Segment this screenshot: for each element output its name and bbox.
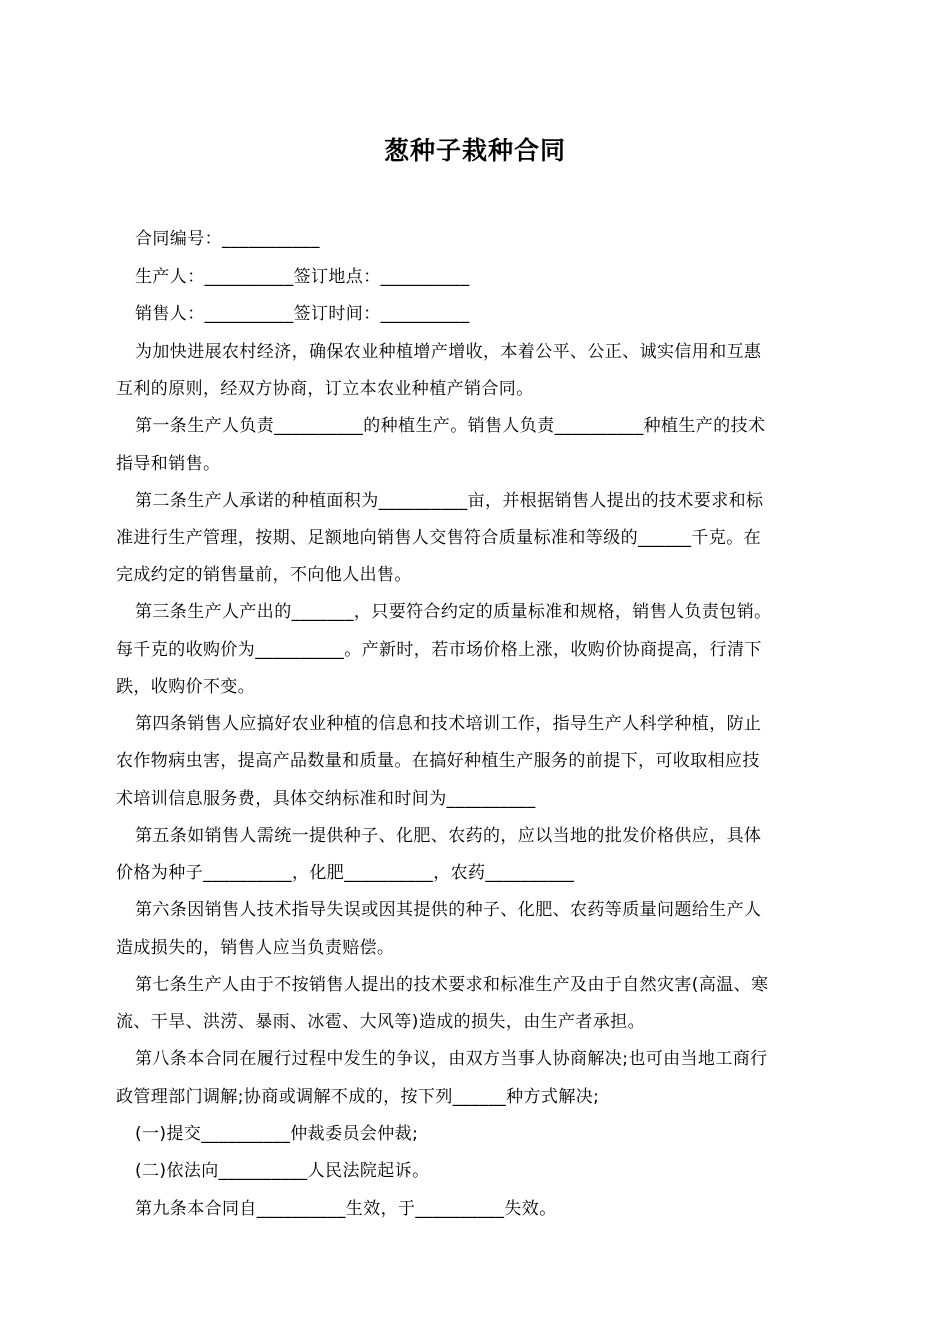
article-4-line-1: 第四条销售人应搞好农业种植的信息和技术培训工作，指导生产人科学种植，防止 (135, 714, 762, 734)
article-6-line-2: 造成损失的，销售人应当负责赔偿。 (116, 938, 395, 958)
article-2-line-1: 第二条生产人承诺的种植面积为__________亩，并根据销售人提出的技术要求和标 (135, 491, 764, 511)
article-5-line-1: 第五条如销售人需统一提供种子、化肥、农药的，应以当地的批发价格供应，具体 (135, 826, 762, 846)
article-7-line-2: 流、干旱、洪涝、暴雨、冰雹、大风等)造成的损失，由生产者承担。 (116, 1012, 646, 1032)
article-8-option-2: (二)依法向__________人民法院起诉。 (135, 1161, 430, 1181)
seller-and-date-field: 销售人：__________签订时间：__________ (135, 304, 470, 324)
article-4-line-2: 农作物病虫害，提高产品数量和质量。在搞好种植生产服务的前提下，可收取相应技 (116, 751, 760, 771)
article-9-line-1: 第九条本合同自__________生效，于__________失效。 (135, 1199, 557, 1219)
article-8-line-2: 政管理部门调解;协商或调解不成的，按下列______种方式解决; (116, 1087, 600, 1107)
article-7-line-1: 第七条生产人由于不按销售人提出的技术要求和标准生产及由于自然灾害(高温、寒 (135, 975, 769, 995)
article-2-line-3: 完成约定的销售量前，不向他人出售。 (116, 565, 412, 585)
article-4-line-3: 术培训信息服务费，具体交纳标准和时间为__________ (116, 789, 536, 809)
document-title: 葱种子栽种合同 (383, 136, 566, 165)
article-3-line-3: 跌，收购价不变。 (116, 677, 256, 697)
article-8-option-1: (一)提交__________仲裁委员会仲裁; (135, 1124, 419, 1144)
article-6-line-1: 第六条因销售人技术指导失误或因其提供的种子、化肥、农药等质量问题给生产人 (135, 900, 762, 920)
article-1-line-2: 指导和销售。 (116, 454, 221, 474)
preamble-line-2: 互利的原则，经双方协商，订立本农业种植产销合同。 (116, 379, 534, 399)
article-5-line-2: 价格为种子__________，化肥__________，农药__________ (116, 863, 575, 883)
article-1-line-1: 第一条生产人负责__________的种植生产。销售人负责__________种植生产的技术 (135, 416, 766, 436)
contract-number-field: 合同编号：___________ (135, 229, 320, 249)
preamble-line-1: 为加快进展农村经济，确保农业种植增产增收，本着公平、公正、诚实信用和互惠 (135, 342, 762, 362)
article-3-line-1: 第三条生产人产出的_______，只要符合约定的质量标准和规格，销售人负责包销。 (135, 602, 772, 622)
article-2-line-2: 准进行生产管理，按期、足额地向销售人交售符合质量标准和等级的______千克。在 (116, 528, 761, 548)
producer-and-location-field: 生产人：__________签订地点：__________ (135, 267, 470, 287)
article-8-line-1: 第八条本合同在履行过程中发生的争议，由双方当事人协商解决;也可由当地工商行 (135, 1049, 768, 1069)
article-3-line-2: 每千克的收购价为__________。产新时，若市场价格上涨，收购价协商提高，行清下 (116, 640, 762, 660)
